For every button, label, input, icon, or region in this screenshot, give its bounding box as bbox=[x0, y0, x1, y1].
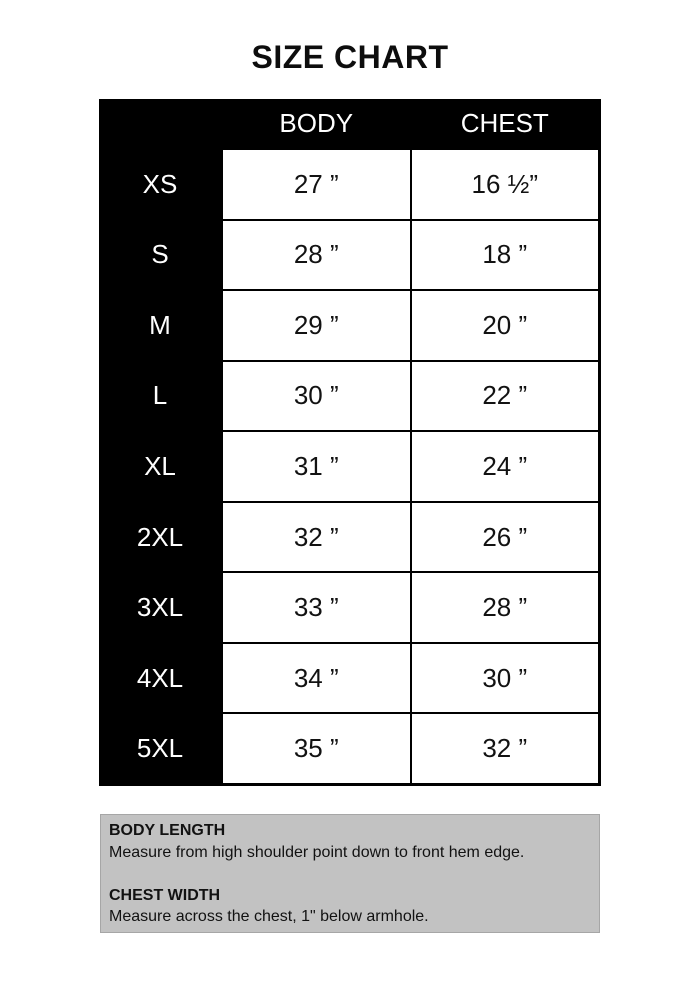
size-label: 5XL bbox=[99, 714, 221, 783]
chest-value: 22 ” bbox=[412, 362, 599, 431]
chest-value: 30 ” bbox=[412, 644, 599, 713]
note-spacer bbox=[109, 863, 589, 885]
size-chart-table bbox=[99, 99, 601, 786]
body-value: 35 ” bbox=[223, 714, 410, 783]
size-label: 3XL bbox=[99, 573, 221, 642]
size-label: 2XL bbox=[99, 503, 221, 572]
chest-value: 16 ½” bbox=[412, 150, 599, 219]
size-label: M bbox=[99, 291, 221, 360]
body-value: 33 ” bbox=[223, 573, 410, 642]
note-heading-body-length: BODY LENGTH bbox=[109, 822, 226, 839]
chest-value: 26 ” bbox=[412, 503, 599, 572]
body-value: 28 ” bbox=[223, 221, 410, 290]
chest-value: 18 ” bbox=[412, 221, 599, 290]
column-header-chest: CHEST bbox=[412, 99, 599, 148]
page-title: SIZE CHART bbox=[251, 39, 449, 75]
body-value: 29 ” bbox=[223, 291, 410, 360]
body-value: 27 ” bbox=[223, 150, 410, 219]
body-value: 31 ” bbox=[223, 432, 410, 501]
chest-value: 28 ” bbox=[412, 573, 599, 642]
measuring-notes-box bbox=[100, 814, 600, 933]
note-text-chest-width: Measure across the chest, 1" below armhole. bbox=[109, 908, 429, 925]
chest-value: 24 ” bbox=[412, 432, 599, 501]
chest-value: 20 ” bbox=[412, 291, 599, 360]
size-label: L bbox=[99, 362, 221, 431]
header-corner-cell bbox=[99, 99, 221, 148]
note-heading-chest-width: CHEST WIDTH bbox=[109, 886, 221, 904]
column-header-body: BODY bbox=[223, 99, 410, 148]
size-label: XL bbox=[99, 432, 221, 501]
size-label: XS bbox=[99, 150, 221, 219]
size-label: S bbox=[99, 221, 221, 290]
chest-value: 32 ” bbox=[412, 714, 599, 783]
note-text-body-length: Measure from high shoulder point down to front hem edge. bbox=[109, 843, 525, 861]
body-value: 32 ” bbox=[223, 503, 410, 572]
body-value: 30 ” bbox=[223, 362, 410, 431]
size-label: 4XL bbox=[99, 644, 221, 713]
body-value: 34 ” bbox=[223, 644, 410, 713]
